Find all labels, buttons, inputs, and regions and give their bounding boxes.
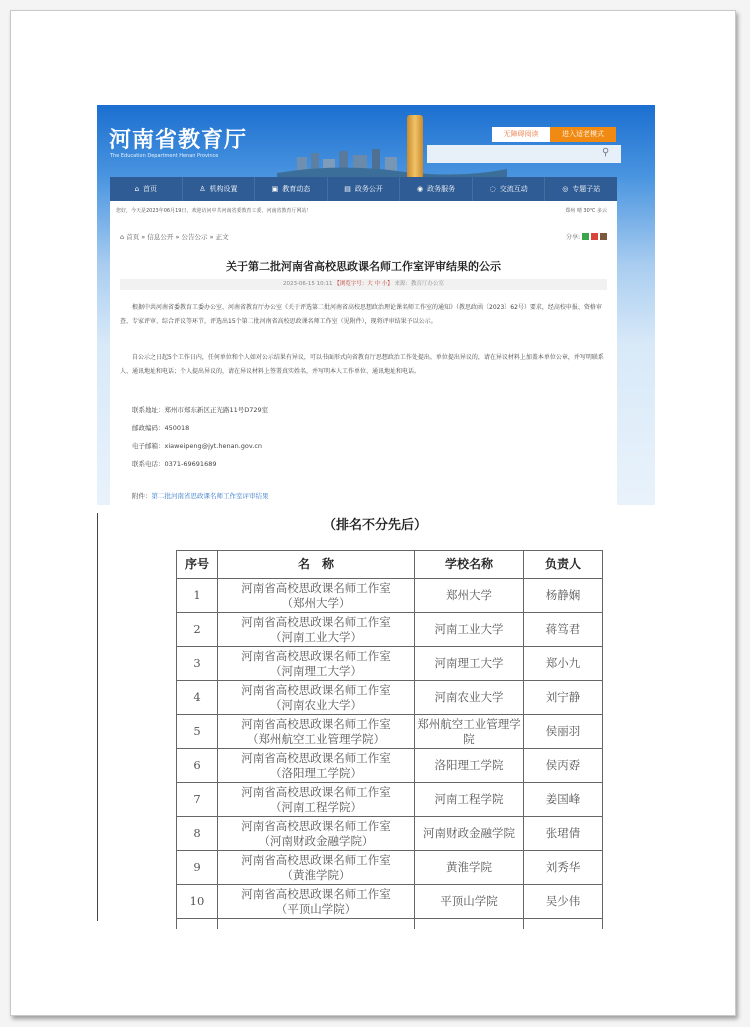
results-table xyxy=(176,550,603,929)
qq-share-icon[interactable] xyxy=(600,233,607,240)
cell xyxy=(177,919,218,930)
home-icon: ⌂ xyxy=(134,185,140,193)
cell-name-line1: 河南省高校思政课名师工作室 xyxy=(241,648,391,663)
table-row xyxy=(177,579,603,613)
contact-phone: 联系电话：0371-69691689 xyxy=(132,460,217,468)
cell-no: 3 xyxy=(177,647,218,681)
cell-name-line1: 河南省高校思政课名师工作室 xyxy=(241,750,391,765)
nav-label: 交流互动 xyxy=(499,185,528,193)
cell-no: 8 xyxy=(177,817,218,851)
table-row-cutoff xyxy=(177,919,603,930)
search-input[interactable] xyxy=(427,145,621,163)
article-paragraph: 自公示之日起5个工作日内，任何单位和个人如对公示结果有异议，可以书面形式向省教育厅思想政治工作处提出。单位提出异议的，请在异议材料上加盖本单位公章，并写明联系人、通讯地址和电话；个人提出异议的，请在异议材料上签署真实姓名，并写明本人工作单位、通讯地址和电话。 xyxy=(120,354,604,375)
table-row xyxy=(177,749,603,783)
elder-mode-button[interactable]: 进入适老模式 xyxy=(550,127,616,142)
cell-no: 5 xyxy=(177,715,218,749)
cell-name xyxy=(218,647,415,681)
cell-no: 7 xyxy=(177,783,218,817)
page-edge-line xyxy=(97,513,98,921)
cell-name-line2: （河南农业大学） xyxy=(270,697,362,712)
cell-name-line2: （河南工业大学） xyxy=(270,629,362,644)
cell-name-line1: 河南省高校思政课名师工作室 xyxy=(241,580,391,595)
cell-no: 2 xyxy=(177,613,218,647)
contact-postcode: 邮政编码：450018 xyxy=(132,424,190,432)
cell-name xyxy=(218,851,415,885)
site-logo[interactable]: 河南省教育厅 xyxy=(109,127,248,153)
home-icon: ⌂ xyxy=(120,233,125,241)
cell-no: 9 xyxy=(177,851,218,885)
share-bar xyxy=(566,232,607,241)
breadcrumb-sep: » xyxy=(175,233,180,241)
cell-leader: 蒋笃君 xyxy=(524,613,603,647)
cell-school: 郑州航空工业管理学院 xyxy=(415,715,524,749)
contact-address: 联系地址：郑州市郑东新区正光路11号D729室 xyxy=(132,406,269,414)
service-icon: ◉ xyxy=(417,185,424,193)
table-row xyxy=(177,613,603,647)
weibo-share-icon[interactable] xyxy=(591,233,598,240)
cell-school: 河南农业大学 xyxy=(415,681,524,715)
nav-item-organization[interactable] xyxy=(183,177,256,201)
table-header-row xyxy=(177,551,603,579)
cell xyxy=(415,919,524,930)
cell-leader: 刘秀华 xyxy=(524,851,603,885)
breadcrumb xyxy=(120,232,229,241)
cell-no: 6 xyxy=(177,749,218,783)
cell-name-line2: （洛阳理工学院） xyxy=(270,765,362,780)
nav-label: 政务服务 xyxy=(427,185,456,193)
header-name: 名 称 xyxy=(218,551,415,579)
nav-item-home[interactable] xyxy=(110,177,183,201)
table-row xyxy=(177,817,603,851)
cell-no: 10 xyxy=(177,885,218,919)
site-logo-en: The Education Department Henan Province xyxy=(110,153,219,159)
chat-icon: ◌ xyxy=(489,185,496,193)
cell-leader: 刘宁静 xyxy=(524,681,603,715)
cell-school: 河南工程学院 xyxy=(415,783,524,817)
header-school: 学校名称 xyxy=(415,551,524,579)
cell-name-line2: （河南财政金融学院） xyxy=(258,833,374,848)
cell-name xyxy=(218,681,415,715)
article-source: 来源：教育厅办公室 xyxy=(394,281,445,287)
breadcrumb-info-public[interactable]: 信息公开 xyxy=(147,233,174,241)
cell-name xyxy=(218,885,415,919)
attachment-link[interactable]: 第二批河南省思政课名师工作室评审结果 xyxy=(151,492,269,500)
welcome-text: 您好，今天是2023年06月19日，欢迎访问中共河南省委教育工委、河南省教育厅网站！ xyxy=(116,208,312,214)
cell-name-line2: （平顶山学院） xyxy=(275,901,357,916)
article-meta xyxy=(120,279,607,290)
attachment-label: 附件： xyxy=(132,492,152,500)
cell-name-line1: 河南省高校思政课名师工作室 xyxy=(241,852,391,867)
cell-leader: 吴少伟 xyxy=(524,885,603,919)
nav-label: 机构设置 xyxy=(209,185,238,193)
cell-name-line2: （黄淮学院） xyxy=(281,867,351,882)
site-banner xyxy=(97,105,655,177)
table-row xyxy=(177,851,603,885)
article-title: 关于第二批河南省高校思政课名师工作室评审结果的公示 xyxy=(226,260,501,273)
cell-name xyxy=(218,783,415,817)
nav-label: 政务公开 xyxy=(354,185,383,193)
cell-name xyxy=(218,749,415,783)
breadcrumb-sep: » xyxy=(141,233,146,241)
cell-name xyxy=(218,613,415,647)
nav-item-education-news[interactable] xyxy=(255,177,328,201)
nav-item-interaction[interactable] xyxy=(473,177,546,201)
nav-item-topics[interactable] xyxy=(545,177,617,201)
breadcrumb-notices[interactable]: 公告公示 xyxy=(181,233,208,241)
table-row xyxy=(177,715,603,749)
ranking-note: （排名不分先后） xyxy=(322,518,427,533)
table-row xyxy=(177,783,603,817)
main-nav xyxy=(110,177,617,201)
nav-label: 首页 xyxy=(143,185,158,193)
cell-leader: 侯丽羽 xyxy=(524,715,603,749)
cell-name-line2: （河南工程学院） xyxy=(270,799,362,814)
cell-school: 黄淮学院 xyxy=(415,851,524,885)
cell-name-line1: 河南省高校思政课名师工作室 xyxy=(241,784,391,799)
article-paragraph: 根据中共河南省委教育工委办公室、河南省教育厅办公室《关于评选第二批河南省高校思想政治理论课名师工作室的通知》（教思政函〔2023〕62号）要求，经高校申报、资格审查、专家评审、综合评议等环节，评选出15个第二批河南省高校思政课名师工作室（见附件），现将评审结果予以公示。 xyxy=(120,304,602,325)
tower-image xyxy=(407,115,423,177)
attachment xyxy=(132,491,269,500)
cell-name-line2: （河南理工大学） xyxy=(270,663,362,678)
cell-leader: 杨静娴 xyxy=(524,579,603,613)
cell-no: 4 xyxy=(177,681,218,715)
cell-name xyxy=(218,817,415,851)
cell-leader: 郑小九 xyxy=(524,647,603,681)
font-size-control[interactable]: 【浏览字号：大 中 小】 xyxy=(334,281,393,287)
webpage-screenshot xyxy=(97,105,655,505)
breadcrumb-current: 正文 xyxy=(215,233,229,241)
cell-school: 洛阳理工学院 xyxy=(415,749,524,783)
wechat-share-icon[interactable] xyxy=(582,233,589,240)
cell-name-line1: 河南省高校思政课名师工作室 xyxy=(241,886,391,901)
header-no: 序号 xyxy=(177,551,218,579)
org-icon: ♙ xyxy=(199,185,206,193)
header-leader: 负责人 xyxy=(524,551,603,579)
cell-name-line2: （郑州大学） xyxy=(281,595,351,610)
cell-name-line1: 河南省高校思政课名师工作室 xyxy=(241,818,391,833)
cell-name xyxy=(218,715,415,749)
news-icon: ▣ xyxy=(271,185,279,193)
doc-icon: ▤ xyxy=(344,185,351,193)
accessibility-button[interactable]: 无障碍阅读 xyxy=(492,127,550,142)
cell-name-line1: 河南省高校思政课名师工作室 xyxy=(241,614,391,629)
table-row xyxy=(177,885,603,919)
nav-label: 教育动态 xyxy=(282,185,311,193)
share-label: 分享: xyxy=(565,234,580,241)
breadcrumb-home[interactable]: 首页 xyxy=(126,233,140,241)
cell-leader: 侯丙孬 xyxy=(524,749,603,783)
table-row xyxy=(177,681,603,715)
cell xyxy=(524,919,603,930)
topic-icon: ◎ xyxy=(562,185,569,193)
breadcrumb-sep: » xyxy=(209,233,214,241)
cell xyxy=(218,919,415,930)
nav-label: 专题子站 xyxy=(572,185,601,193)
cell-name-line1: 河南省高校思政课名师工作室 xyxy=(241,682,391,697)
search-icon[interactable]: ⚲ xyxy=(602,147,610,158)
cell-school: 河南财政金融学院 xyxy=(415,817,524,851)
weather-text: 郑州 晴 30℃ 多云 xyxy=(565,208,607,214)
cell-school: 郑州大学 xyxy=(415,579,524,613)
table-row xyxy=(177,647,603,681)
cell-leader: 姜国峰 xyxy=(524,783,603,817)
cell-school: 河南工业大学 xyxy=(415,613,524,647)
article-content xyxy=(110,201,617,505)
cell-school: 平顶山学院 xyxy=(415,885,524,919)
article-date: 2023-06-15 10:11 xyxy=(282,281,333,287)
cell-no: 1 xyxy=(177,579,218,613)
cell-school: 河南理工大学 xyxy=(415,647,524,681)
nav-item-gov-affairs[interactable] xyxy=(328,177,401,201)
contact-email: 电子邮箱：xiaweipeng@jyt.henan.gov.cn xyxy=(132,442,263,450)
cell-name xyxy=(218,579,415,613)
cell-name-line2: （郑州航空工业管理学院） xyxy=(247,731,385,746)
cell-leader: 张珺倩 xyxy=(524,817,603,851)
nav-item-gov-services[interactable] xyxy=(400,177,473,201)
cell-name-line1: 河南省高校思政课名师工作室 xyxy=(241,716,391,731)
